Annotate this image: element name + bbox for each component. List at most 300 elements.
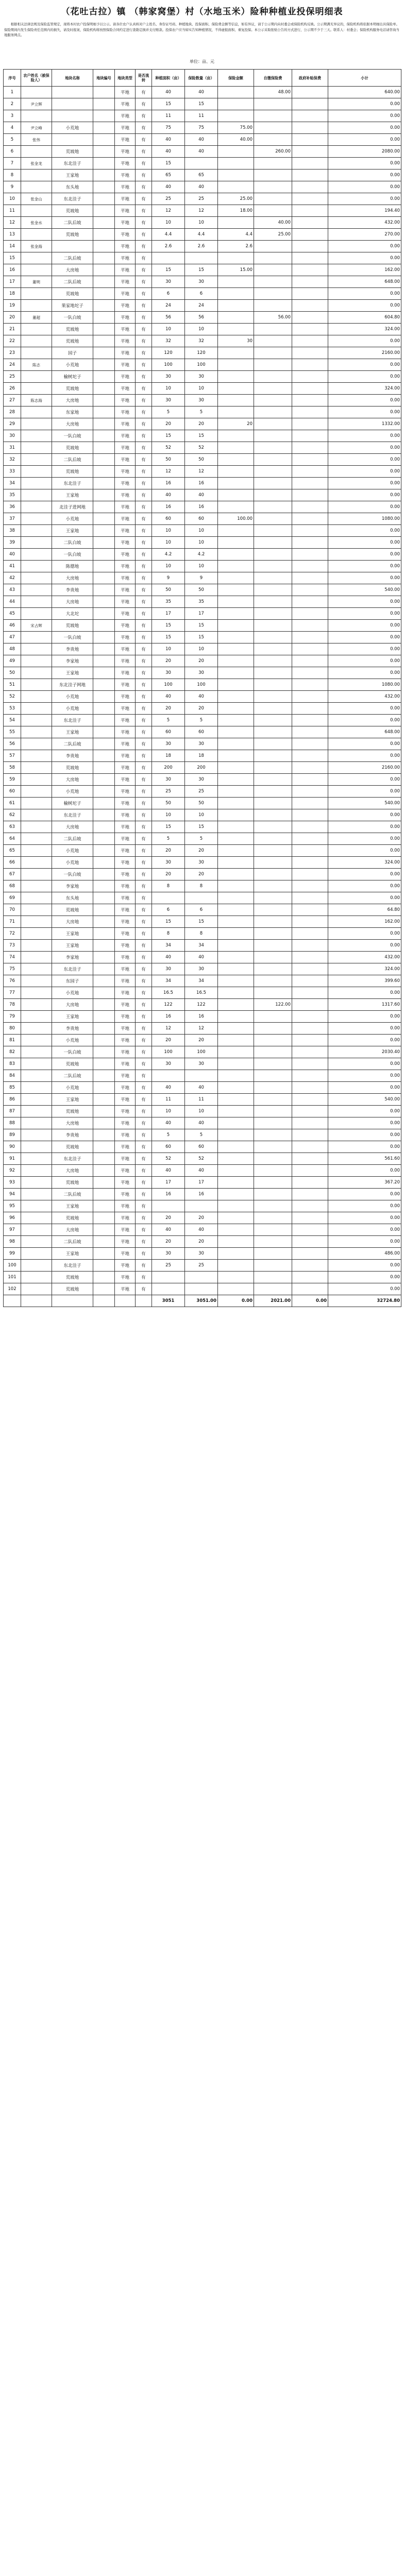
table-cell [292,892,328,904]
table-cell: 32 [152,335,185,347]
table-cell [21,324,52,335]
table-cell: 432.00 [328,691,401,703]
table-cell [292,134,328,146]
table-row [4,632,401,643]
table-cell [93,1212,115,1224]
table-cell: 有 [136,158,152,170]
table-cell [218,1094,254,1106]
table-cell [218,1272,254,1283]
table-cell [292,738,328,750]
table-cell [218,1023,254,1035]
table-cell: 6 [152,288,185,300]
table-cell [218,395,254,406]
table-cell [52,241,93,252]
table-cell: 一队白坡 [52,869,93,880]
table-cell [93,963,115,975]
table-cell [292,205,328,217]
table-cell: 0.00 [328,1129,401,1141]
table-cell: 78 [4,999,21,1011]
table-cell [292,489,328,501]
table-cell: 60 [152,726,185,738]
table-cell [218,1189,254,1200]
table-cell: 平地 [115,1177,136,1189]
table-cell [292,632,328,643]
table-row [4,916,401,928]
table-cell [254,454,292,466]
table-cell: 0.00 [328,110,401,122]
table-cell [21,549,52,561]
table-cell: 57 [4,750,21,762]
table-cell [218,596,254,608]
table-cell [254,513,292,525]
table-cell: 100.00 [218,513,254,525]
table-cell [185,1283,218,1295]
table-cell [218,1046,254,1058]
table-cell: 10 [152,537,185,549]
table-cell: 大房地 [52,572,93,584]
table-cell: 有 [136,561,152,572]
table-row [4,442,401,454]
table-cell [218,1011,254,1023]
table-cell [152,892,185,904]
table-cell [218,442,254,454]
table-cell [218,643,254,655]
table-cell: 58 [4,762,21,774]
table-cell: 15 [152,620,185,632]
table-cell: 有 [136,146,152,158]
table-cell [218,1248,254,1260]
table-cell [218,715,254,726]
table-cell [218,1177,254,1189]
table-row [4,347,401,359]
table-cell: 69 [4,892,21,904]
table-row [4,1082,401,1094]
table-cell: 16 [185,1189,218,1200]
table-row [4,466,401,478]
table-cell: 有 [136,1011,152,1023]
table-cell: 53 [4,703,21,715]
table-cell: 122.00 [254,999,292,1011]
table-cell [21,205,52,217]
table-row [4,371,401,383]
table-cell [254,489,292,501]
table-cell [254,963,292,975]
table-cell [218,406,254,418]
table-cell [292,1248,328,1260]
table-cell: 8 [152,928,185,940]
table-row [4,1248,401,1260]
table-cell: 30 [185,738,218,750]
table-cell: 平地 [115,122,136,134]
table-cell: 平地 [115,963,136,975]
table-cell: 有 [136,513,152,525]
table-cell: 李贵地 [52,643,93,655]
table-row [4,620,401,632]
table-cell: 平地 [115,1129,136,1141]
table-cell: 0.00 [328,643,401,655]
table-cell: 2.6 [185,241,218,252]
table-cell: 荒坡地 [52,1058,93,1070]
table-cell [292,1189,328,1200]
table-cell: 平地 [115,798,136,809]
table-row [4,359,401,371]
table-cell: 324.00 [328,963,401,975]
table-cell [292,786,328,798]
table-cell [93,655,115,667]
table-cell: 35 [152,596,185,608]
table-cell: 大房地 [52,395,93,406]
table-cell: 8 [152,880,185,892]
table-cell [218,489,254,501]
table-cell [93,643,115,655]
table-cell [254,395,292,406]
table-cell: 平地 [115,288,136,300]
table-cell: 0.00 [328,537,401,549]
table-cell: 30 [152,1058,185,1070]
table-cell [254,1058,292,1070]
table-cell: 平地 [115,987,136,999]
table-cell: 10 [185,537,218,549]
table-cell: 40 [185,1082,218,1094]
table-cell: 一队白坡 [52,312,93,324]
table-cell [292,691,328,703]
table-cell [93,1283,115,1295]
table-cell [292,229,328,241]
table-cell [21,383,52,395]
table-cell: 194.40 [328,205,401,217]
table-cell: 30 [152,857,185,869]
table-cell [292,809,328,821]
table-cell: 有 [136,1248,152,1260]
table-row [4,324,401,335]
table-cell: 平地 [115,1106,136,1117]
table-cell: 66 [4,857,21,869]
table-cell: 张金水 [21,217,52,229]
table-cell [254,952,292,963]
table-cell [218,904,254,916]
table-cell [254,324,292,335]
table-cell: 162.00 [328,916,401,928]
table-cell: 二队后坡 [52,454,93,466]
table-cell: 平地 [115,146,136,158]
table-cell: 有 [136,869,152,880]
table-cell [254,596,292,608]
table-cell: 0.00 [328,466,401,478]
table-cell [254,478,292,489]
table-cell [21,1129,52,1141]
table-cell [218,963,254,975]
table-cell: 88 [4,1117,21,1129]
table-cell [254,703,292,715]
table-cell: 14 [4,241,21,252]
table-cell [93,430,115,442]
table-cell: 平地 [115,454,136,466]
table-cell: 30 [185,774,218,786]
table-cell: 平地 [115,1236,136,1248]
table-cell: 0.00 [328,715,401,726]
table-cell: 有 [136,940,152,952]
table-cell: 64 [4,833,21,845]
table-row [4,596,401,608]
table-cell [254,252,292,264]
table-cell [218,928,254,940]
table-cell: 60 [152,1141,185,1153]
table-cell: 90 [4,1141,21,1153]
table-cell [218,1212,254,1224]
table-cell: 486.00 [328,1248,401,1260]
table-cell: 有 [136,347,152,359]
table-cell [21,561,52,572]
table-cell: 24 [4,359,21,371]
table-cell [21,916,52,928]
table-cell: 15 [152,158,185,170]
table-cell [292,513,328,525]
table-cell: 0.00 [328,359,401,371]
table-cell [218,857,254,869]
table-cell: 270.00 [328,229,401,241]
table-cell [93,241,115,252]
table-cell: 324.00 [328,324,401,335]
table-cell [218,750,254,762]
table-cell: 100 [185,679,218,691]
table-cell [21,928,52,940]
table-row [4,383,401,395]
table-row [4,146,401,158]
table-cell: 102 [4,1283,21,1295]
table-cell: 有 [136,1070,152,1082]
table-cell: 40 [185,1224,218,1236]
table-cell: 10 [185,324,218,335]
table-cell: 12 [4,217,21,229]
table-cell [292,501,328,513]
table-cell: 东北洼子 [52,715,93,726]
table-cell: 平地 [115,857,136,869]
table-cell: 20 [4,312,21,324]
table-row [4,406,401,418]
table-cell: 0.00 [328,181,401,193]
table-cell [218,738,254,750]
table-cell: 有 [136,87,152,98]
table-cell: 荒坡地 [52,1141,93,1153]
table-cell: 0.00 [328,1224,401,1236]
table-cell [218,691,254,703]
table-cell: 有 [136,809,152,821]
table-cell [292,122,328,134]
table-cell: 4.4 [152,229,185,241]
table-cell: 小荒地 [52,359,93,371]
table-cell: 40 [152,146,185,158]
table-cell [93,904,115,916]
table-cell: 一队白坡 [52,1046,93,1058]
table-cell [292,975,328,987]
table-cell: 10 [152,525,185,537]
table-cell: 25 [152,1260,185,1272]
table-cell: 东北洼子 [52,193,93,205]
table-cell: 20 [152,418,185,430]
table-cell: 43 [4,584,21,596]
table-cell [21,1165,52,1177]
table-row [4,1094,401,1106]
table-cell [93,821,115,833]
table-cell: 平地 [115,845,136,857]
unit-label: 单位：亩、元 [190,59,214,64]
table-cell: 平地 [115,703,136,715]
table-cell [292,158,328,170]
table-row [4,880,401,892]
table-row [4,1106,401,1117]
table-cell [93,478,115,489]
table-cell [93,798,115,809]
header-cell: 自缴保险费 [254,70,292,87]
table-cell [254,1177,292,1189]
table-cell: 一队白坡 [52,632,93,643]
table-cell: 0.00 [328,786,401,798]
table-cell [21,655,52,667]
table-cell: 有 [136,963,152,975]
table-cell: 0.00 [328,288,401,300]
table-cell: 有 [136,549,152,561]
table-cell: 平地 [115,347,136,359]
table-cell: 0.00 [328,620,401,632]
table-cell: 72 [4,928,21,940]
table-cell: 40 [185,952,218,963]
table-cell: 一队白坡 [52,549,93,561]
table-cell: 0.00 [328,1260,401,1272]
table-cell: 41 [4,561,21,572]
table-cell [292,359,328,371]
table-cell [218,300,254,312]
table-cell: 65 [185,170,218,181]
table-cell: 40 [185,87,218,98]
table-cell [21,170,52,181]
table-cell: 50 [185,798,218,809]
table-cell: 20 [185,845,218,857]
table-cell [292,928,328,940]
table-cell: 4.2 [152,549,185,561]
table-cell: 21 [4,324,21,335]
table-cell: 12 [152,205,185,217]
table-cell [218,158,254,170]
table-cell: 有 [136,300,152,312]
table-cell [21,1272,52,1283]
table-cell: 2.6 [152,241,185,252]
table-cell: 王家地 [52,170,93,181]
table-cell [254,1283,292,1295]
table-row [4,134,401,146]
table-cell: 有 [136,466,152,478]
table-cell: 10 [152,383,185,395]
table-cell: 61 [4,798,21,809]
table-cell: 荒坡地 [52,383,93,395]
table-cell: 平地 [115,229,136,241]
table-cell: 平地 [115,999,136,1011]
table-cell: 平地 [115,904,136,916]
table-cell: 平地 [115,715,136,726]
table-cell [21,963,52,975]
table-row [4,987,401,999]
table-cell [93,1117,115,1129]
table-cell: 540.00 [328,1094,401,1106]
table-cell: 有 [136,655,152,667]
table-cell: 平地 [115,608,136,620]
table-cell: 15 [185,430,218,442]
table-row [4,1189,401,1200]
table-cell: 50 [152,584,185,596]
table-cell: 12 [185,1023,218,1035]
table-cell [218,383,254,395]
table-cell [93,940,115,952]
table-cell [218,87,254,98]
table-cell [254,1189,292,1200]
table-cell [218,987,254,999]
table-cell [218,359,254,371]
table-cell: 7 [4,158,21,170]
table-cell [93,1094,115,1106]
table-cell: 162.00 [328,264,401,276]
table-cell [292,478,328,489]
table-cell: 大北坨 [52,608,93,620]
table-cell: 平地 [115,572,136,584]
table-cell: 91 [4,1153,21,1165]
notice-text: 根据相关法律法规及保险监管规定，现将本村农户投保明细予以公示。请各位农户认真核对户主姓名、身份证号码、种植地块、投保面积、保险费金额等信息，如有异议，请于公示期内向村委会或保险机构反映。公示期满无异议的，保险机构将依据本明细出具保险单。保险期间内发生保险责任范围内的损失，请及时报案，保险机构将按照保险合同约定进行查勘定损并支付赔款。投保农户应当如实告知种植情况，不得虚报面积、重复投保。本公示采取张贴公告的方式进行，公示期不少于三天。联系人：村委会；保险机构服务电话请咨询当地服务网点。 [4,22,399,37]
table-cell [21,1046,52,1058]
table-cell: 平地 [115,442,136,454]
table-cell [93,146,115,158]
table-row [4,335,401,347]
table-cell [218,146,254,158]
table-cell: 100 [185,1046,218,1058]
table-cell: 11 [185,1094,218,1106]
table-cell [218,703,254,715]
table-cell [218,525,254,537]
table-cell: 大房地 [52,774,93,786]
table-cell [254,347,292,359]
table-cell: 东北洼子 [52,809,93,821]
table-cell: 17 [152,608,185,620]
table-cell [52,98,93,110]
table-cell [93,1272,115,1283]
table-cell [21,584,52,596]
table-cell: 平地 [115,134,136,146]
table-cell: 有 [136,691,152,703]
table-cell: 0.00 [328,608,401,620]
header-cell: 是否流转 [136,70,152,87]
table-cell: 东北洼子 [52,1153,93,1165]
table-cell [292,549,328,561]
table-cell [93,1153,115,1165]
table-cell: 25.00 [254,229,292,241]
table-cell: 40 [152,691,185,703]
table-cell [93,916,115,928]
table-cell: 18 [4,288,21,300]
table-row [4,1260,401,1272]
table-cell: 26 [4,383,21,395]
table-cell: 有 [136,1212,152,1224]
table-cell [292,845,328,857]
table-cell [218,726,254,738]
table-cell: 40 [152,952,185,963]
table-cell [254,537,292,549]
table-cell [254,916,292,928]
table-cell: 平地 [115,940,136,952]
table-cell: 有 [136,110,152,122]
table-cell: 有 [136,371,152,383]
table-cell: 60 [185,726,218,738]
table-cell: 有 [136,1177,152,1189]
table-cell [21,525,52,537]
table-cell: 60 [152,513,185,525]
table-cell: 平地 [115,750,136,762]
